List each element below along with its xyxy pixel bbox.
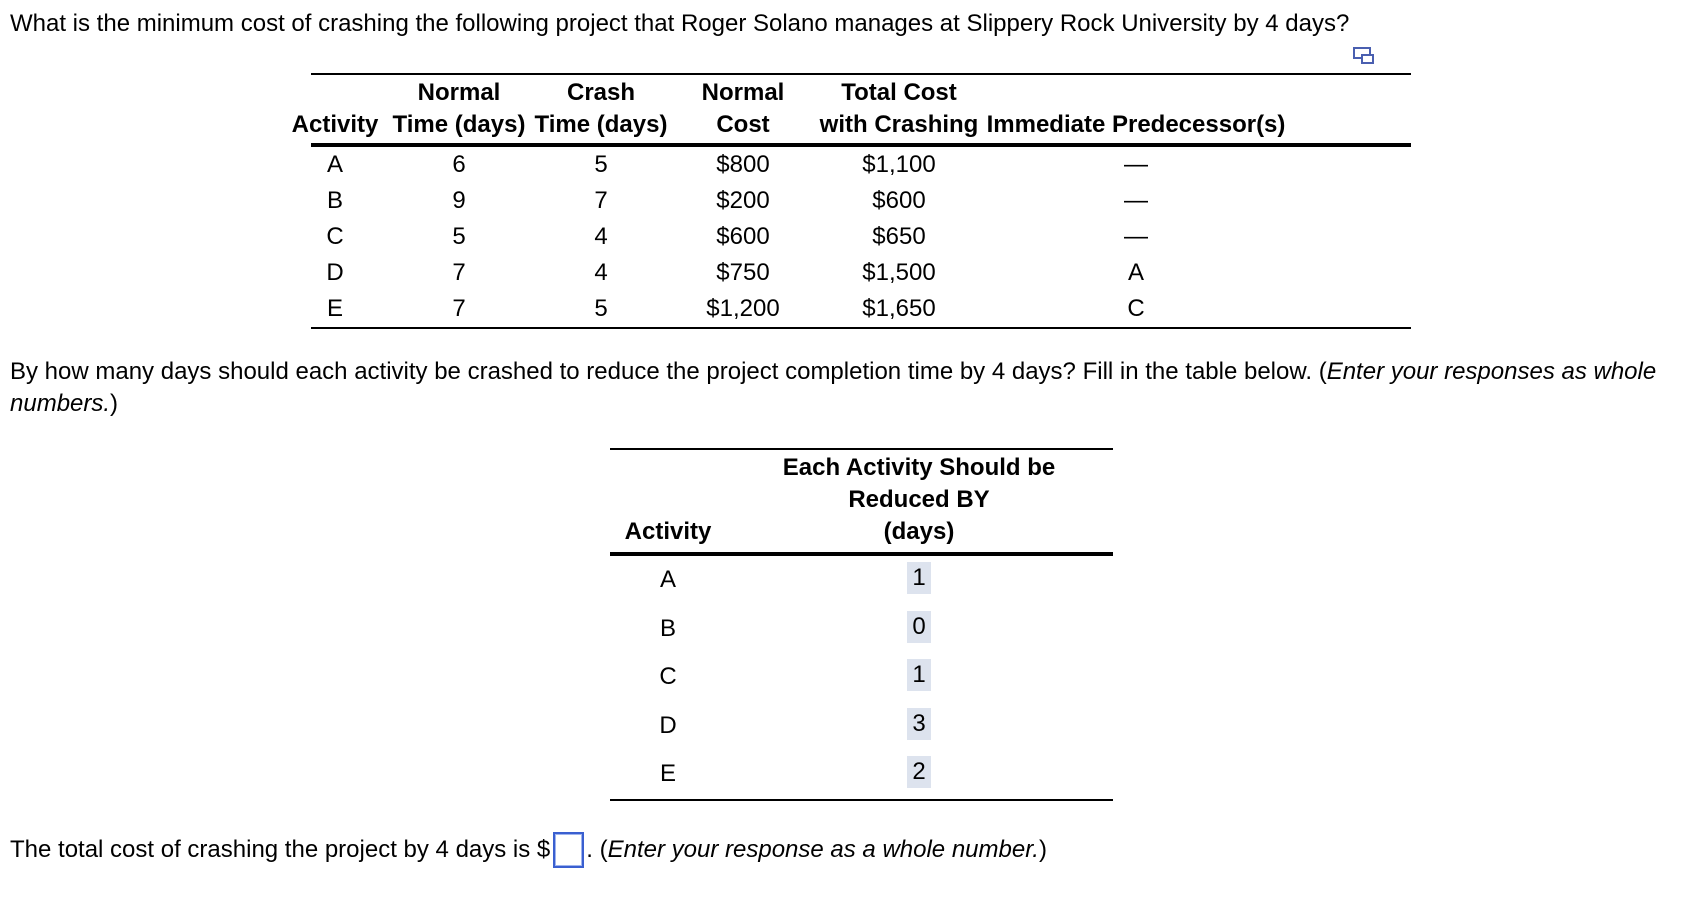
header-normal-cost-2: Cost: [716, 111, 770, 138]
total-cost-close: ): [1038, 836, 1047, 863]
table-row: [311, 147, 1411, 183]
total-cost-hint: Enter your response as a whole number.: [607, 836, 1039, 863]
total-cost-line: [10, 832, 1047, 868]
cell-crash-time: 4: [594, 223, 608, 250]
header-activity: Activity: [291, 111, 379, 138]
instruction-main: By how many days should each activity be crashed to reduce the project completion time by 4 days? Fill in the table below. (: [10, 358, 1327, 385]
cell-activity: A: [326, 151, 344, 178]
total-cost-input[interactable]: [553, 832, 584, 868]
answer-row: [610, 556, 1113, 605]
table-row: [311, 183, 1411, 219]
cell-predecessor: A: [1127, 259, 1145, 286]
cell-normal-time: 9: [452, 187, 466, 214]
answer-value: 1: [907, 659, 931, 691]
cell-predecessor: —: [1124, 151, 1148, 178]
table-row: [311, 219, 1411, 255]
answer-row: [610, 653, 1113, 702]
instruction-text: [10, 356, 1700, 420]
table-row: [311, 291, 1411, 327]
copy-icon[interactable]: [1352, 46, 1376, 66]
cell-normal-cost: $200: [716, 187, 770, 214]
answer-activity: B: [659, 614, 677, 642]
cell-total-cost: $600: [872, 187, 926, 214]
header-normal-time-1: Normal: [417, 79, 501, 106]
cell-normal-cost: $750: [716, 259, 770, 286]
cell-crash-time: 5: [594, 295, 608, 322]
answer-activity: E: [659, 760, 677, 787]
total-cost-period: .: [586, 836, 593, 863]
total-cost-label: The total cost of crashing the project by 4 days is $: [10, 836, 551, 863]
cell-activity: C: [326, 223, 344, 250]
crashing-data-table: [291, 73, 1411, 329]
cell-normal-time: 7: [452, 259, 466, 286]
answer-table: [610, 448, 1113, 801]
answer-row: [610, 750, 1113, 799]
cell-predecessor: C: [1127, 295, 1145, 322]
cell-predecessor: —: [1124, 187, 1148, 214]
answer-activity: C: [659, 663, 677, 690]
header-total-cost-1: Total Cost: [841, 79, 957, 106]
answer-activity: D: [659, 711, 677, 739]
header-crash-time-1: Crash: [566, 79, 636, 106]
cell-normal-cost: $600: [716, 223, 770, 250]
cell-activity: E: [326, 295, 344, 322]
answer-header-reduce-3: (days): [883, 518, 955, 545]
header-predecessors: Immediate Predecessor(s): [986, 111, 1286, 138]
answer-header-activity: Activity: [624, 518, 712, 545]
answer-table-header: [610, 450, 1113, 556]
answer-activity: A: [659, 566, 677, 593]
header-normal-cost-1: Normal: [701, 79, 785, 106]
cell-activity: D: [326, 259, 344, 286]
cell-total-cost: $650: [872, 223, 926, 250]
header-crash-time-2: Time (days): [534, 111, 668, 138]
table-row: [311, 255, 1411, 291]
answer-row: [610, 605, 1113, 654]
question-text: What is the minimum cost of crashing the following project that Roger Solano manages at Slippery Rock University by 4 days?: [10, 10, 1350, 37]
table-header: [291, 75, 1411, 147]
cell-predecessor: —: [1124, 223, 1148, 250]
cell-normal-time: 6: [452, 151, 466, 178]
cell-crash-time: 4: [594, 259, 608, 286]
cell-normal-cost: $1,200: [706, 295, 780, 322]
answer-value: 2: [907, 756, 931, 788]
header-total-cost-2: with Crashing: [819, 111, 979, 138]
answer-value: 0: [907, 611, 931, 643]
cell-crash-time: 7: [594, 187, 608, 214]
header-normal-time-2: Time (days): [392, 111, 526, 138]
cell-total-cost: $1,500: [862, 259, 936, 286]
total-cost-open: (: [592, 836, 608, 863]
cell-activity: B: [326, 187, 344, 214]
cell-normal-time: 5: [452, 223, 466, 250]
cell-normal-cost: $800: [716, 151, 770, 178]
answer-value: 3: [907, 708, 931, 740]
cell-normal-time: 7: [452, 295, 466, 322]
answer-header-reduce-2: Reduced BY: [848, 486, 990, 513]
answer-header-reduce-1: Each Activity Should be: [782, 454, 1056, 481]
cell-total-cost: $1,650: [862, 295, 936, 322]
instruction-close: ): [110, 390, 119, 417]
cell-total-cost: $1,100: [862, 151, 936, 178]
instruction-italic: Enter your responses as whole numbers.: [10, 358, 1657, 417]
answer-value: 1: [907, 562, 931, 594]
answer-row: [610, 702, 1113, 751]
cell-crash-time: 5: [594, 151, 608, 178]
